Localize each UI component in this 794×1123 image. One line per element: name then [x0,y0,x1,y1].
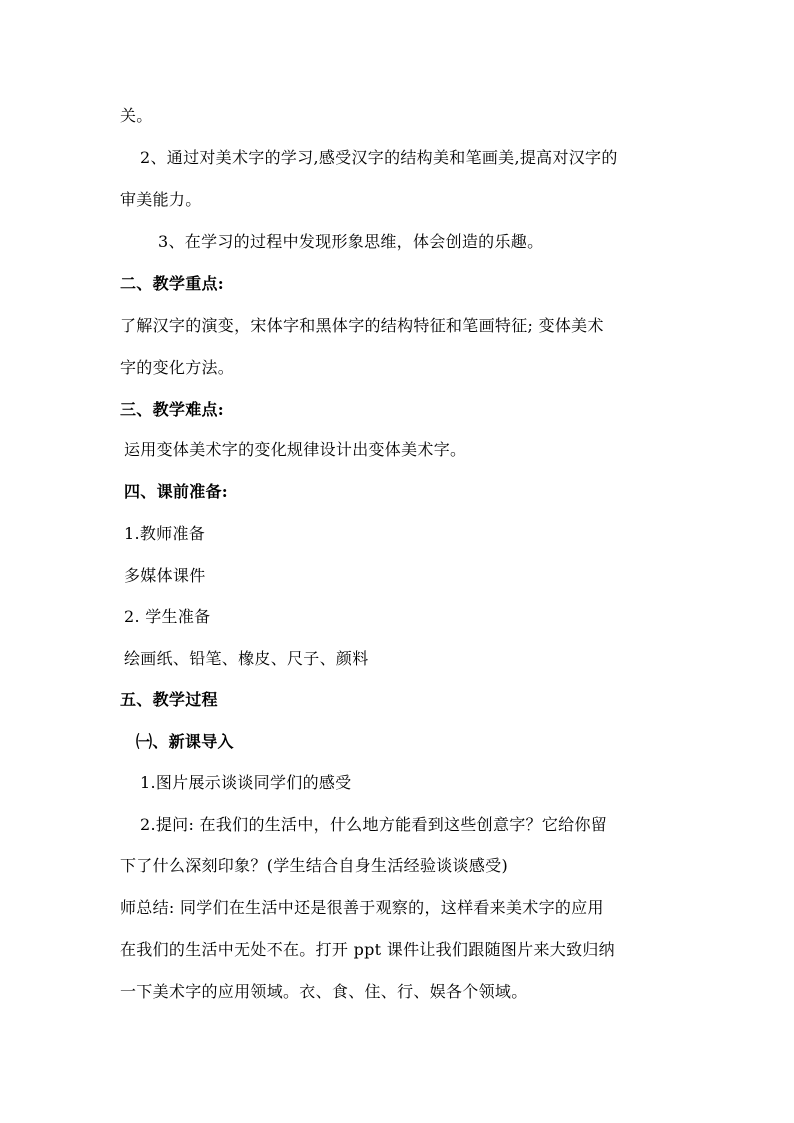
objective-2-text-cont: 审美能力。 [120,190,202,209]
teacher-preparation-item: 多媒体课件 [124,566,206,585]
intro-step-2: 2.提问: 在我们的生活中，什么地方能看到这些创意字？它给你留 [140,815,608,834]
section-heading-process: 五、教学过程 [120,690,218,709]
student-preparation-items: 绘画纸、铅笔、橡皮、尺子、颜料 [124,649,369,668]
key-points-text: 了解汉字的演变，宋体字和黑体字的结构特征和笔画特征; 变体美术 [120,316,604,335]
subsection-heading-intro: ㈠、新课导入 [136,732,234,751]
difficulties-text: 运用变体美术字的变化规律设计出变体美术字。 [124,440,467,459]
teacher-summary-text-cont: 在我们的生活中无处不在。打开 ppt 课件让我们跟随图片来大致归纳 [120,940,615,959]
teacher-summary-text-end: 一下美术字的应用领域。衣、食、住、行、娱各个领域。 [120,982,528,1001]
student-preparation-label: 2. 学生准备 [124,607,211,626]
objective-3-text: 3、在学习的过程中发现形象思维，体会创造的乐趣。 [158,232,544,251]
intro-step-2-cont: 下了什么深刻印象？(学生结合自身生活经验谈谈感受) [120,856,508,875]
section-heading-difficulties: 三、教学难点: [120,400,225,419]
intro-step-1: 1.图片展示谈谈同学们的感受 [140,773,352,792]
teacher-summary-text: 师总结: 同学们在生活中还是很善于观察的，这样看来美术字的应用 [120,898,604,917]
key-points-text-cont: 字的变化方法。 [120,358,235,377]
section-heading-preparation: 四、课前准备: [124,482,229,501]
paragraph-text-continuation: 关。 [120,106,153,125]
objective-2-text: 2、通过对美术字的学习,感受汉字的结构美和笔画美,提高对汉字的 [140,148,618,167]
teacher-preparation-label: 1.教师准备 [124,524,206,543]
section-heading-key-points: 二、教学重点: [120,274,225,293]
